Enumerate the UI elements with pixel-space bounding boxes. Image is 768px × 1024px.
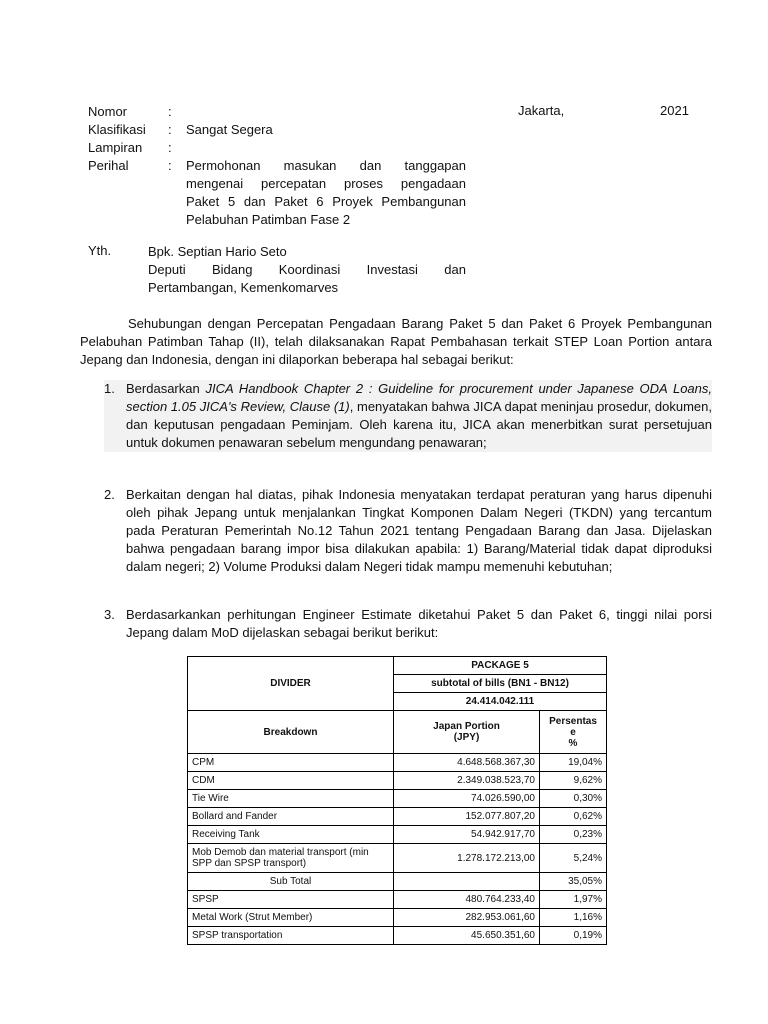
klasifikasi-label: Klasifikasi <box>88 122 146 137</box>
row-pct: 19,04% <box>540 754 607 772</box>
package-5-table <box>187 656 607 945</box>
table-row <box>188 808 607 826</box>
row-name: Tie Wire <box>188 790 394 808</box>
subtotal-bills-header: subtotal of bills (BN1 - BN12) <box>394 675 607 693</box>
recipient-label: Yth. <box>88 243 112 258</box>
row-pct: 1,97% <box>540 891 607 909</box>
date-year: 2021 <box>660 103 689 118</box>
table-row <box>188 844 607 873</box>
table-row <box>188 873 607 891</box>
lampiran-label: Lampiran <box>88 140 143 155</box>
row-name: Metal Work (Strut Member) <box>188 909 394 927</box>
japan-portion-header: Japan Portion (JPY) <box>394 711 540 754</box>
table-row <box>188 790 607 808</box>
klasifikasi-value: Sangat Segera <box>186 122 273 137</box>
perihal-colon: : <box>168 158 172 173</box>
table-row <box>188 826 607 844</box>
nomor-colon: : <box>168 104 172 119</box>
package-header: PACKAGE 5 <box>394 657 607 675</box>
subtotal-bills-value: 24.414.042.111 <box>394 693 607 711</box>
row-name: Bollard and Fander <box>188 808 394 826</box>
row-jpy: 282.953.061,60 <box>394 909 540 927</box>
row-jpy: 152.077.807,20 <box>394 808 540 826</box>
list-item-text: Berkaitan dengan hal diatas, pihak Indonesia menyatakan terdapat peraturan yang harus dipenuhi oleh pihak Jepang untuk menjalankan Tingkat Komponen Dalam Negeri (TKDN) yang tercantum pada Peraturan Pemerintah No.12 Tahun 2021 tentang Pengadaan Barang dan Jasa. Dijelaskan bahwa pengadaan barang impor bisa dilakukan apabila: 1) Barang/Material tidak dapat diproduksi dalam negeri; 2) Volume Produksi dalam Negeri tidak mampu memenuhi kebutuhan; <box>126 487 712 574</box>
row-name: Receiving Tank <box>188 826 394 844</box>
recipient-title-line2: Pertambangan, Kemenkomarves <box>148 280 339 295</box>
lampiran-colon: : <box>168 140 172 155</box>
list-item-2 <box>104 486 712 576</box>
table-row <box>188 711 607 754</box>
row-name: SPSP transportation <box>188 927 394 945</box>
handbook-reference: JICA Handbook Chapter 2 : Guideline for procurement under Japanese ODA Loans, section 1.05 JICA's Review, Clause (1) <box>126 381 713 414</box>
row-pct: 0,19% <box>540 927 607 945</box>
row-name: CPM <box>188 754 394 772</box>
list-item-number: 3. <box>104 607 115 622</box>
row-jpy: 1.278.172.213,00 <box>394 844 540 873</box>
row-jpy: 45.650.351,60 <box>394 927 540 945</box>
perihal-line: mengenai percepatan proses pengadaan <box>186 176 466 191</box>
list-item-1 <box>104 380 712 452</box>
table-row <box>188 927 607 945</box>
row-pct: 5,24% <box>540 844 607 873</box>
table-row <box>188 657 607 675</box>
row-jpy: 54.942.917,70 <box>394 826 540 844</box>
perihal-line: Permohonan masukan dan tanggapan <box>186 158 466 173</box>
list-item-text: Berdasarkankan perhitungan Engineer Estimate diketahui Paket 5 dan Paket 6, tinggi nilai porsi Jepang dalam MoD dijelaskan sebagai berikut berikut: <box>126 607 712 640</box>
table-row <box>188 909 607 927</box>
perihal-value <box>186 157 466 229</box>
breakdown-header: Breakdown <box>188 711 394 754</box>
recipient-block <box>148 243 466 297</box>
divider-header: DIVIDER <box>188 657 394 711</box>
subtotal-jpy <box>394 873 540 891</box>
row-jpy: 74.026.590,00 <box>394 790 540 808</box>
row-name: CDM <box>188 772 394 790</box>
list-item-3 <box>104 606 712 642</box>
row-jpy: 2.349.038.523,70 <box>394 772 540 790</box>
list-item-number: 2. <box>104 487 115 502</box>
table-row <box>188 772 607 790</box>
table-row <box>188 754 607 772</box>
subtotal-label: Sub Total <box>188 873 394 891</box>
percentage-header: Persentas e % <box>540 711 607 754</box>
row-name: Mob Demob dan material transport (min SPP dan SPSP transport) <box>188 844 394 873</box>
subtotal-pct: 35,05% <box>540 873 607 891</box>
perihal-line: Paket 5 dan Paket 6 Proyek Pembangunan <box>186 194 466 209</box>
klasifikasi-colon: : <box>168 122 172 137</box>
intro-paragraph <box>80 315 712 369</box>
perihal-label: Perihal <box>88 158 129 173</box>
recipient-title-line1: Deputi Bidang Koordinasi Investasi dan <box>148 262 466 277</box>
row-jpy: 480.764.233,40 <box>394 891 540 909</box>
date-city: Jakarta, <box>518 103 565 118</box>
row-pct: 0,23% <box>540 826 607 844</box>
perihal-line: Pelabuhan Patimban Fase 2 <box>186 212 351 227</box>
recipient-name: Bpk. Septian Hario Seto <box>148 244 287 259</box>
list-item-text: Berdasarkan JICA Handbook Chapter 2 : Guideline for procurement under Japanese ODA Loans, section 1.05 JICA's Review, Clause (1), menyatakan bahwa JICA dapat meninjau prosedur, dokumen, dan keputusan pengadaan Peminjam. Oleh karena itu, JICA akan menerbitkan surat persetujuan untuk dokumen penawaran sebelum mengundang penawaran; <box>126 381 713 450</box>
table-row <box>188 891 607 909</box>
row-pct: 0,30% <box>540 790 607 808</box>
intro-text: Sehubungan dengan Percepatan Pengadaan Barang Paket 5 dan Paket 6 Proyek Pembangunan Pelabuhan Patimban Tahap (II), telah dilaksanakan Rapat Pembahasan terkait STEP Loan Portion antara Jepang dan Indonesia, dengan ini dilaporkan beberapa hal sebagai berikut: <box>80 316 712 367</box>
list-item-number: 1. <box>104 381 115 396</box>
row-name: SPSP <box>188 891 394 909</box>
row-jpy: 4.648.568.367,30 <box>394 754 540 772</box>
nomor-label: Nomor <box>88 104 128 119</box>
row-pct: 1,16% <box>540 909 607 927</box>
row-pct: 0,62% <box>540 808 607 826</box>
row-pct: 9,62% <box>540 772 607 790</box>
